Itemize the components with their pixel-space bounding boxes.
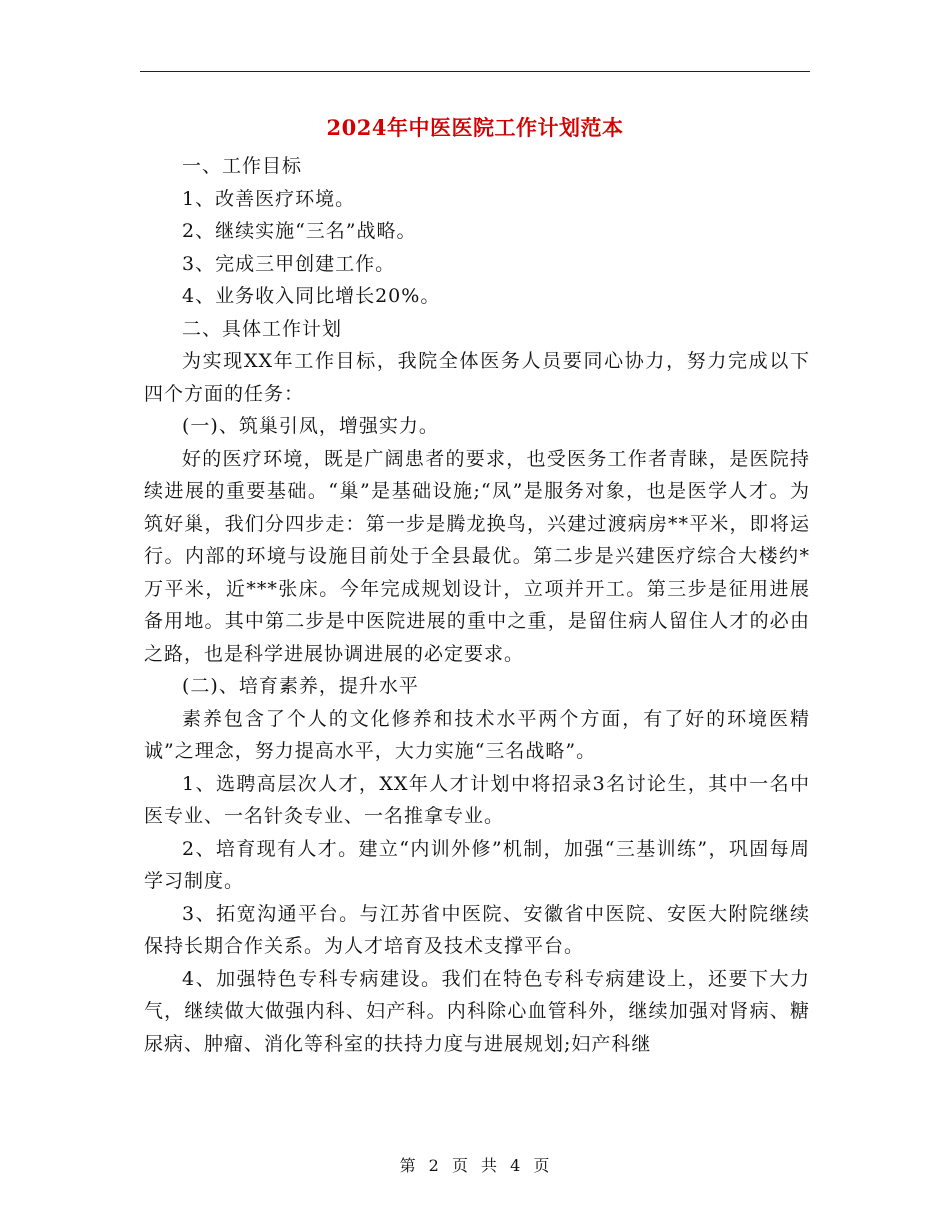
paragraph: 二、具体工作计划 (182, 317, 343, 340)
paragraph: 3、拓宽沟通平台。与江苏省中医院、安徽省中医院、安医大附院继续保持长期合作关系。为人才培育及技术支撑平台。 (144, 902, 810, 957)
paragraph: 4、加强特色专科专病建设。我们在特色专科专病建设上，还要下大力气，继续做大做强内科、妇产科。内科除心血管科外，继续加强对肾病、糖尿病、肿瘤、消化等科室的扶持力度与进展规划;妇产科继 (144, 967, 810, 1055)
paragraph: (二)、培育素养，提升水平 (182, 675, 419, 697)
paragraph: 2、培育现有人才。建立“内训外修”机制，加强“三基训练”，巩固每周学习制度。 (144, 837, 810, 892)
paragraph: 一、工作目标 (182, 155, 303, 177)
header-rule (140, 71, 810, 72)
paragraph: 1、选聘高层次人才，XX年人才计划中将招录3名讨论生，其中一名中医专业、一名针灸专业、一名推拿专业。 (144, 772, 810, 827)
paragraph: 3、完成三甲创建工作。 (182, 252, 396, 275)
paragraph: (一)、筑巢引凤，增强实力。 (182, 415, 439, 437)
paragraph: 4、业务收入同比增长20%。 (182, 285, 441, 307)
paragraph: 2、继续实施“三名”战略。 (182, 220, 417, 242)
paragraph: 素养包含了个人的文化修养和技术水平两个方面，有了好的环境医精诚”之理念，努力提高水平，大力实施“三名战略”。 (144, 707, 810, 762)
page-number: 第 2 页 共 4 页 (399, 1156, 551, 1175)
document-body (144, 150, 810, 1060)
paragraph: 为实现XX年工作目标，我院全体医务人员要同心协力，努力完成以下四个方面的任务： (144, 350, 810, 405)
document-title: 2024年中医医院工作计划范本 (326, 115, 624, 140)
paragraph: 好的医疗环境，既是广阔患者的要求，也受医务工作者青睐，是医院持续进展的重要基础。“巢”是基础设施;“凤”是服务对象，也是医学人才。为筑好巢，我们分四步走：第一步是腾龙换鸟，兴建过渡病房**平米，即将运行。内部的环境与设施目前处于全县最优。第二步是兴建医疗综合大楼约*万平米，近***张床。今年完成规划设计，立项并开工。第三步是征用进展备用地。其中第二步是中医院进展的重中之重，是留住病人留住人才的必由之路，也是科学进展协调进展的必定要求。 (144, 447, 810, 665)
paragraph: 1、改善医疗环境。 (182, 187, 356, 210)
